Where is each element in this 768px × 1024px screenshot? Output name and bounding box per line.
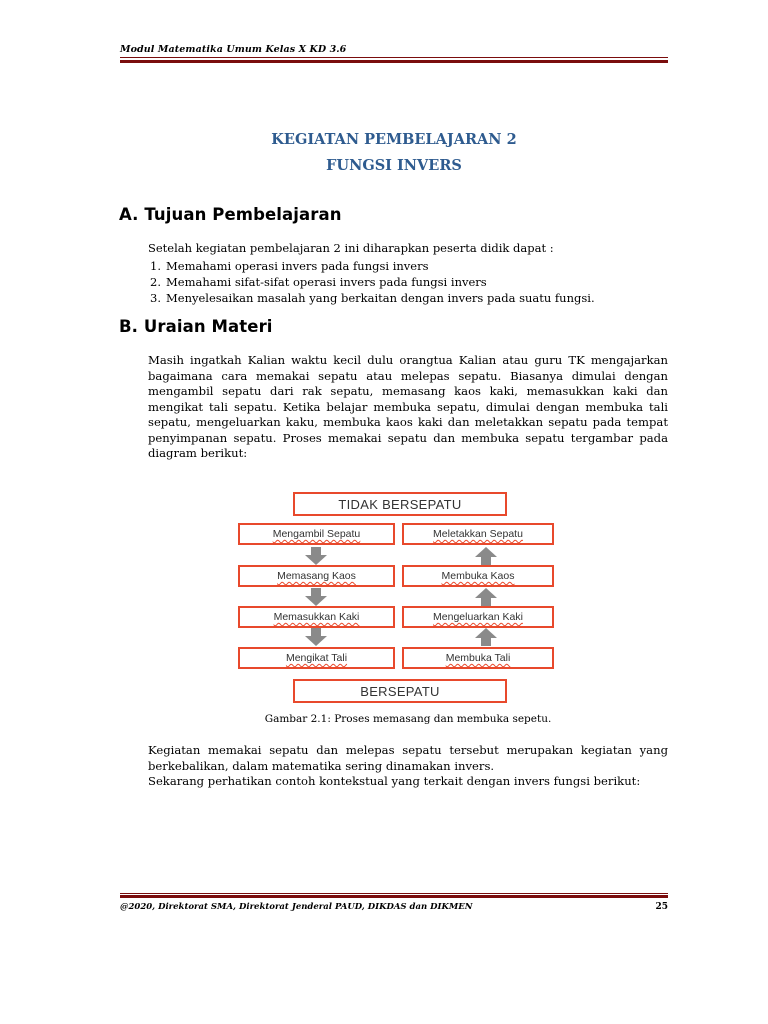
inverse-paragraph: Kegiatan memakai sepatu dan melepas sepatu tersebut merupakan kegiatan yang berkebalikan, dalam matematika sering dinamakan invers. bbox=[148, 743, 668, 773]
diagram-bottom-box: BERSEPATU bbox=[293, 679, 507, 703]
footer-rule-thick bbox=[120, 895, 668, 898]
arrow-down-icon bbox=[305, 628, 327, 646]
arrow-up-icon bbox=[475, 588, 497, 606]
header-rule-thick bbox=[120, 60, 668, 63]
list-item: 2. Memahami sifat-sifat operasi invers pada fungsi invers bbox=[150, 275, 487, 289]
footer-rule bbox=[120, 893, 668, 894]
diagram-left-step: Mengikat Tali bbox=[238, 647, 395, 669]
figure-caption: Gambar 2.1: Proses memasang dan membuka sepetu. bbox=[264, 713, 552, 725]
diagram-left-step: Memasang Kaos bbox=[238, 565, 395, 587]
diagram-right-step: Meletakkan Sepatu bbox=[402, 523, 554, 545]
chapter-title: KEGIATAN PEMBELAJARAN 2 bbox=[271, 131, 517, 148]
objectives-intro: Setelah kegiatan pembelajaran 2 ini diharapkan peserta didik dapat : bbox=[148, 241, 554, 255]
chapter-subtitle: FUNGSI INVERS bbox=[326, 157, 462, 174]
header-rule bbox=[120, 57, 668, 58]
footer-copyright: @2020, Direktorat SMA, Direktorat Jenderal PAUD, DIKDAS dan DIKMEN bbox=[120, 902, 473, 912]
diagram-left-step: Memasukkan Kaki bbox=[238, 606, 395, 628]
material-paragraph: Masih ingatkah Kalian waktu kecil dulu orangtua Kalian atau guru TK mengajarkan bagaimana cara memakai sepatu atau melepas sepatu. Biasanya dimulai dengan mengambil sepatu dari rak sepatu, memasang kaos kaki, memasukkan kaki dan mengikat tali sepatu. Ketika belajar membuka sepatu, dimulai dengan membuka tali sepatu, mengeluarkan kaku, membuka kaos kaki dan meletakkan sepatu pada tempat penyimpanan sepatu. Proses memakai sepatu dan membuka sepatu tergambar pada diagram berikut: bbox=[148, 353, 668, 460]
arrow-up-icon bbox=[475, 547, 497, 565]
diagram-right-step: Membuka Kaos bbox=[402, 565, 554, 587]
page-number: 25 bbox=[655, 902, 668, 912]
diagram-right-step: Mengeluarkan Kaki bbox=[402, 606, 554, 628]
diagram-right-step: Membuka Tali bbox=[402, 647, 554, 669]
section-b-heading: B. Uraian Materi bbox=[119, 317, 273, 336]
diagram-top-box: TIDAK BERSEPATU bbox=[293, 492, 507, 516]
arrow-down-icon bbox=[305, 588, 327, 606]
context-paragraph: Sekarang perhatikan contoh kontekstual yang terkait dengan invers fungsi berikut: bbox=[148, 774, 641, 788]
diagram-left-step: Mengambil Sepatu bbox=[238, 523, 395, 545]
arrow-down-icon bbox=[305, 547, 327, 565]
list-item: 1. Memahami operasi invers pada fungsi invers bbox=[150, 259, 429, 273]
arrow-up-icon bbox=[475, 628, 497, 646]
list-item: 3. Menyelesaikan masalah yang berkaitan dengan invers pada suatu fungsi. bbox=[150, 291, 595, 305]
objectives-list bbox=[150, 258, 595, 306]
section-a-heading: A. Tujuan Pembelajaran bbox=[119, 205, 342, 224]
shoe-process-diagram bbox=[236, 490, 556, 710]
running-header: Modul Matematika Umum Kelas X KD 3.6 bbox=[120, 44, 347, 55]
